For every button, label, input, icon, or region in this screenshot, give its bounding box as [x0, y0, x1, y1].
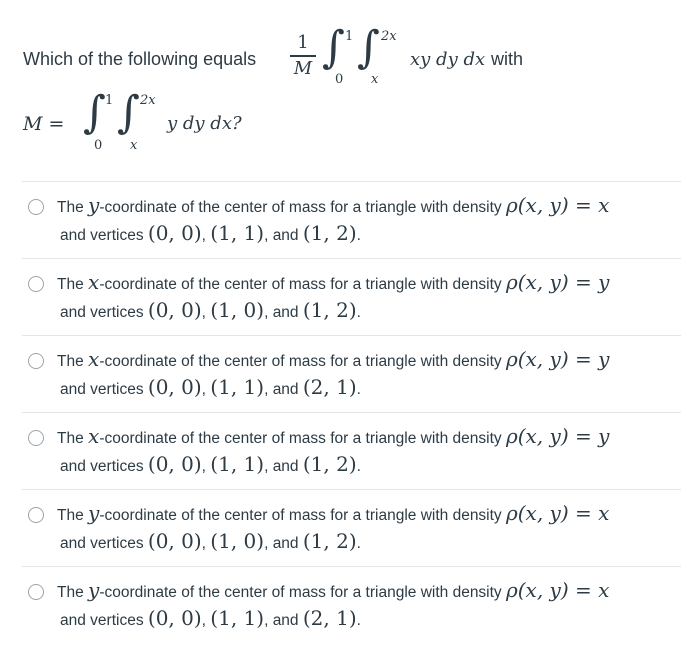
option-and: , and: [264, 458, 299, 475]
m-inner-lower-limit: x: [130, 138, 138, 153]
option-the: The: [57, 353, 84, 370]
option-line-1: [57, 193, 609, 217]
option-coord-text: -coordinate of the center of mass for a triangle with density: [99, 430, 502, 447]
option-line-2: [60, 529, 361, 553]
question-suffix: with: [491, 49, 524, 69]
option-coordinate: x: [88, 270, 100, 294]
option-vertex-1: (0, 0): [147, 452, 202, 476]
option-vertex-3: (1, 2): [302, 298, 357, 322]
option-and: , and: [264, 227, 299, 244]
option-and: , and: [264, 304, 299, 321]
option-period: .: [356, 227, 361, 244]
question-stem: [0, 0, 700, 175]
option-line-1: [57, 424, 609, 448]
m-definition-lhs: M =: [23, 113, 65, 135]
radio-button[interactable]: [28, 353, 44, 369]
option-period: .: [356, 458, 361, 475]
option-line-1: [57, 578, 609, 602]
option-vertex-2: (1, 1): [210, 375, 265, 399]
radio-button[interactable]: [28, 276, 44, 292]
integrand: xy dy dx: [410, 49, 486, 70]
option-and: , and: [264, 535, 299, 552]
option-vertex-2: (1, 0): [210, 529, 265, 553]
option-vertex-1: (0, 0): [147, 529, 202, 553]
radio-button[interactable]: [28, 507, 44, 523]
option-line-2: [60, 298, 361, 322]
outer-lower-limit: 0: [335, 72, 344, 87]
option-line-2: [60, 452, 361, 476]
option-line-2: [60, 375, 361, 399]
option-coord-text: -coordinate of the center of mass for a triangle with density: [99, 353, 502, 370]
option-vertex-3: (2, 1): [302, 375, 357, 399]
option-coord-text: -coordinate of the center of mass for a triangle with density: [99, 276, 502, 293]
option-comma: ,: [201, 612, 206, 629]
option-period: .: [356, 381, 361, 398]
inner-upper-limit: 2x: [381, 29, 397, 44]
option-period: .: [356, 612, 361, 629]
option-and-vertices: and vertices: [60, 227, 144, 244]
option-vertex-2: (1, 0): [210, 298, 265, 322]
option-line-2: [60, 606, 361, 630]
option-and-vertices: and vertices: [60, 535, 144, 552]
option-and: , and: [264, 381, 299, 398]
answer-option[interactable]: [22, 566, 681, 643]
option-vertex-3: (2, 1): [302, 606, 357, 630]
option-the: The: [57, 507, 84, 524]
option-and-vertices: and vertices: [60, 381, 144, 398]
option-comma: ,: [201, 304, 206, 321]
radio-button[interactable]: [28, 584, 44, 600]
option-line-1: [57, 270, 609, 294]
option-coordinate: x: [88, 347, 100, 371]
option-density: ρ(x, y) = x: [506, 578, 610, 602]
option-and-vertices: and vertices: [60, 612, 144, 629]
m-outer-integral-sign: ∫: [83, 87, 106, 138]
option-the: The: [57, 584, 84, 601]
fraction-bar: [290, 55, 316, 57]
option-coordinate: y: [88, 193, 100, 217]
option-coordinate: x: [88, 424, 100, 448]
option-the: The: [57, 199, 84, 216]
m-inner-integral-sign: ∫: [117, 87, 140, 138]
option-density: ρ(x, y) = y: [505, 347, 610, 371]
fraction: [290, 33, 316, 79]
radio-button[interactable]: [28, 199, 44, 215]
option-coord-text: -coordinate of the center of mass for a triangle with density: [99, 199, 502, 216]
option-period: .: [356, 535, 361, 552]
m-integrand: y dy dx?: [167, 113, 242, 134]
radio-button[interactable]: [28, 430, 44, 446]
m-inner-upper-limit: 2x: [140, 93, 156, 108]
option-density: ρ(x, y) = y: [505, 270, 610, 294]
fraction-denominator: M: [293, 57, 313, 79]
option-comma: ,: [201, 381, 206, 398]
option-coordinate: y: [88, 578, 100, 602]
answer-option[interactable]: [22, 258, 681, 335]
option-vertex-3: (1, 2): [302, 221, 357, 245]
option-vertex-2: (1, 1): [210, 606, 265, 630]
outer-upper-limit: 1: [345, 29, 354, 44]
option-density: ρ(x, y) = x: [506, 193, 610, 217]
option-the: The: [57, 430, 84, 447]
option-vertex-1: (0, 0): [147, 606, 202, 630]
option-vertex-3: (1, 2): [302, 529, 357, 553]
option-the: The: [57, 276, 84, 293]
option-line-1: [57, 501, 609, 525]
option-and-vertices: and vertices: [60, 458, 144, 475]
option-coord-text: -coordinate of the center of mass for a triangle with density: [99, 507, 502, 524]
option-vertex-1: (0, 0): [147, 375, 202, 399]
inner-integral-sign: ∫: [357, 22, 380, 73]
option-vertex-2: (1, 1): [210, 452, 265, 476]
m-outer-lower-limit: 0: [94, 138, 103, 153]
option-line-1: [57, 347, 609, 371]
option-comma: ,: [201, 227, 206, 244]
question-prefix: Which of the following equals: [23, 49, 257, 69]
option-density: ρ(x, y) = y: [505, 424, 610, 448]
option-vertex-3: (1, 2): [302, 452, 357, 476]
outer-integral-sign: ∫: [322, 22, 345, 73]
option-coord-text: -coordinate of the center of mass for a triangle with density: [99, 584, 502, 601]
option-density: ρ(x, y) = x: [506, 501, 610, 525]
option-line-2: [60, 221, 361, 245]
answer-option[interactable]: [22, 335, 681, 412]
m-outer-upper-limit: 1: [105, 93, 114, 108]
answer-option[interactable]: [22, 412, 681, 489]
fraction-numerator: 1: [297, 32, 309, 53]
option-comma: ,: [201, 535, 206, 552]
option-vertex-1: (0, 0): [147, 298, 202, 322]
option-and-vertices: and vertices: [60, 304, 144, 321]
answer-option[interactable]: [22, 181, 681, 258]
option-comma: ,: [201, 458, 206, 475]
answer-option[interactable]: [22, 489, 681, 566]
option-period: .: [356, 304, 361, 321]
option-vertex-2: (1, 1): [210, 221, 265, 245]
answer-options: [22, 181, 681, 643]
option-coordinate: y: [88, 501, 100, 525]
inner-lower-limit: x: [371, 72, 379, 87]
option-and: , and: [264, 612, 299, 629]
option-vertex-1: (0, 0): [147, 221, 202, 245]
